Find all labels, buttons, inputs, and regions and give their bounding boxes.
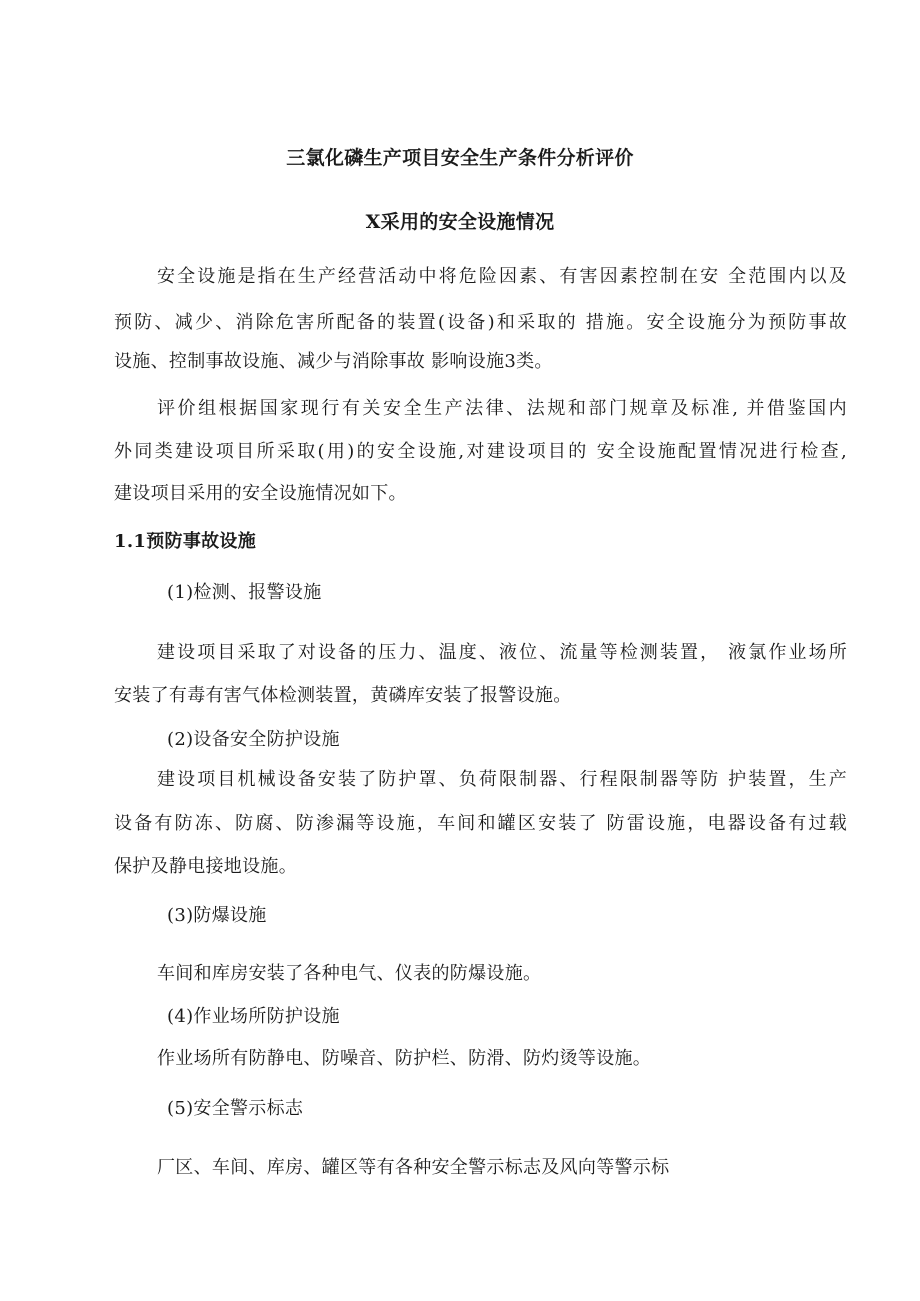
item-3-label: (3)防爆设施 <box>167 905 267 926</box>
document-title: 三氯化磷生产项目安全生产条件分析评价 <box>286 147 634 169</box>
intro-p2-line-1: 评价组根据国家现行有关安全生产法律、法规和部门规章及标准, 并借鉴国内 <box>157 398 847 419</box>
item-1-line-1: 建设项目采取了对设备的压力、温度、液位、流量等检测装置， 液氯作业场所 <box>157 642 847 663</box>
document-subtitle: X采用的安全设施情况 <box>365 211 555 233</box>
item-1-line-2: 安装了有毒有害气体检测装置，黄磷库安装了报警设施。 <box>114 685 572 706</box>
item-4-label: (4)作业场所防护设施 <box>167 1006 340 1027</box>
item-1-label: (1)检测、报警设施 <box>167 582 322 603</box>
intro-p2-line-2: 外同类建设项目所采取(用)的安全设施,对建设项目的 安全设施配置情况进行检查, <box>114 441 847 462</box>
intro-p1-line-3: 设施、控制事故设施、减少与消除事故 影响设施3类。 <box>114 351 553 372</box>
item-4-line-1: 作业场所有防静电、防噪音、防护栏、防滑、防灼烫等设施。 <box>157 1048 652 1069</box>
item-5-label: (5)安全警示标志 <box>167 1098 304 1119</box>
intro-p2-line-3: 建设项目采用的安全设施情况如下。 <box>114 483 407 504</box>
item-3-line-1: 车间和库房安装了各种电气、仪表的防爆设施。 <box>157 963 542 984</box>
item-5-line-1: 厂区、车间、库房、罐区等有各种安全警示标志及风向等警示标 <box>157 1157 670 1178</box>
section-heading: 1.1预防事故设施 <box>114 531 257 552</box>
intro-p1-line-2: 预防、减少、消除危害所配备的装置(设备)和采取的 措施。安全设施分为预防事故 <box>114 312 847 333</box>
item-2-line-2: 设备有防冻、防腐、防渗漏等设施，车间和罐区安装了 防雷设施，电器设备有过载 <box>114 813 847 834</box>
item-2-label: (2)设备安全防护设施 <box>167 729 340 750</box>
item-2-line-3: 保护及静电接地设施。 <box>114 856 297 877</box>
item-2-line-1: 建设项目机械设备安装了防护罩、负荷限制器、行程限制器等防 护装置，生产 <box>157 769 847 790</box>
intro-p1-line-1: 安全设施是指在生产经营活动中将危险因素、有害因素控制在安 全范围内以及 <box>157 266 847 287</box>
